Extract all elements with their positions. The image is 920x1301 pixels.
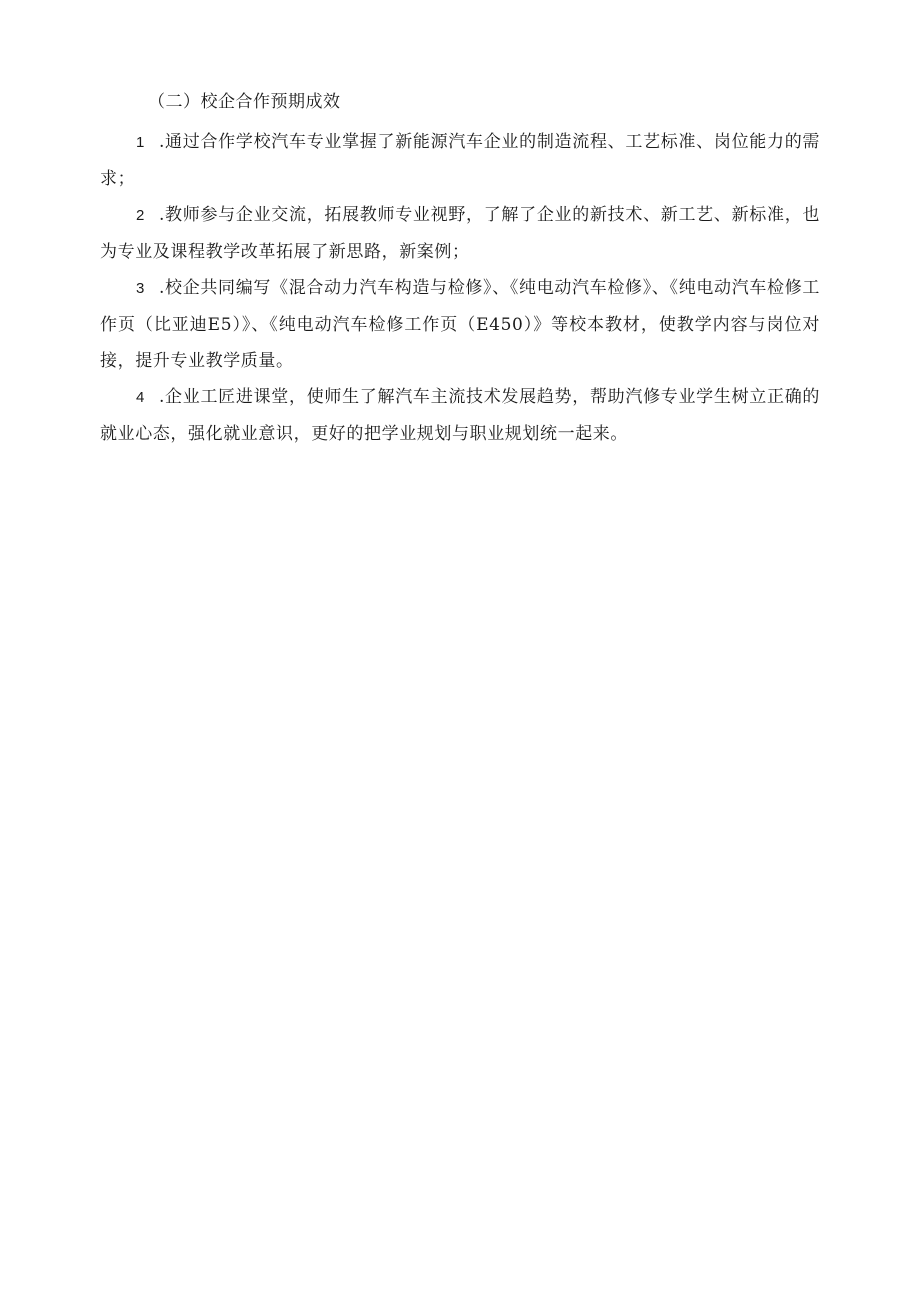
item-number: 2 bbox=[136, 207, 145, 224]
item-text: .企业工匠进课堂，使师生了解汽车主流技术发展趋势，帮助汽修专业学生树立正确的就业心态，强化就业意识，更好的把学业规划与职业规划统一起来。 bbox=[100, 387, 820, 444]
item-text: .通过合作学校汽车专业掌握了新能源汽车企业的制造流程、工艺标准、岗位能力的需求； bbox=[100, 132, 820, 189]
list-item bbox=[100, 197, 820, 270]
item-number: 3 bbox=[136, 280, 145, 297]
item-number: 1 bbox=[136, 134, 145, 151]
list-item bbox=[100, 270, 820, 379]
document-page bbox=[100, 90, 820, 452]
item-number: 4 bbox=[136, 389, 145, 406]
list-item bbox=[100, 124, 820, 197]
list-item bbox=[100, 379, 820, 452]
item-text: .教师参与企业交流，拓展教师专业视野，了解了企业的新技术、新工艺、新标准，也为专业及课程教学改革拓展了新思路，新案例； bbox=[100, 205, 820, 262]
section-heading: （二）校企合作预期成效 bbox=[148, 92, 341, 112]
item-text: .校企共同编写《混合动力汽车构造与检修》、《纯电动汽车检修》、《纯电动汽车检修工作页（比亚迪E5）》、《纯电动汽车检修工作页（E450）》等校本教材，使教学内容与岗位对接，提升专业教学质量。 bbox=[100, 278, 820, 371]
